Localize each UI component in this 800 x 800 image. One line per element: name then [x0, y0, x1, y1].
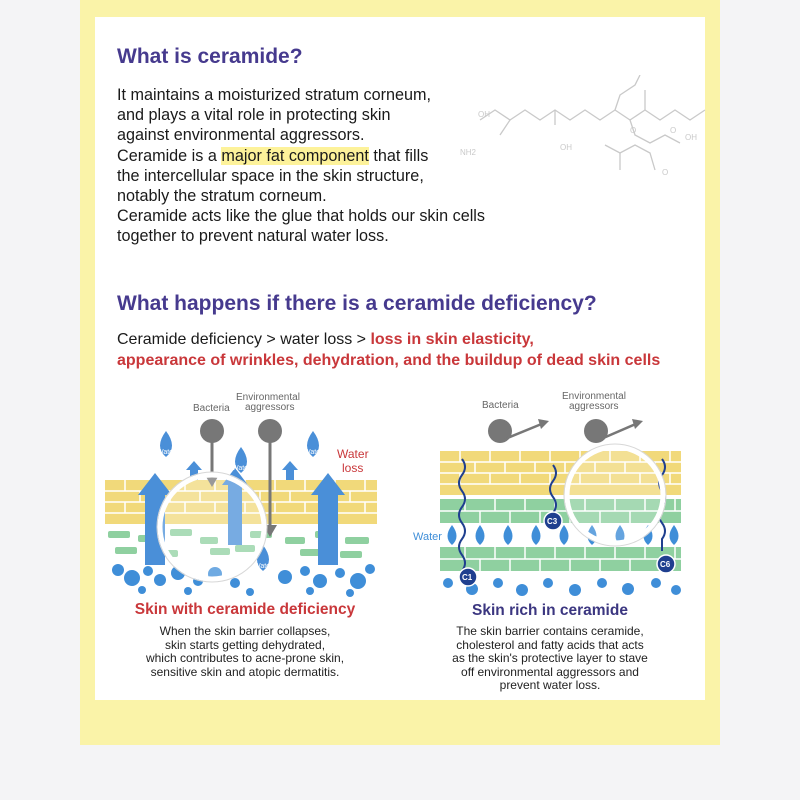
caption-line: as the skin's protective layer to stave	[452, 651, 648, 665]
badge-c1: C1	[462, 573, 473, 582]
caption-line: cholesterol and fatty acids that acts	[456, 637, 644, 652]
water-loss-label: loss	[342, 461, 364, 475]
text-line	[117, 146, 557, 166]
text-line: and plays a vital role in protecting skin	[117, 106, 391, 125]
drop-label: Water	[157, 449, 176, 456]
text-line: together to prevent natural water loss.	[117, 227, 389, 246]
magnifier-circle	[160, 475, 264, 579]
rich-caption	[420, 625, 680, 693]
env-label: Environmental	[562, 391, 626, 402]
env-label: aggressors	[569, 401, 619, 412]
rich-caption-title: Skin rich in ceramide	[472, 602, 628, 619]
effect-text: loss in skin elasticity,	[370, 331, 534, 348]
water-label: Water	[413, 531, 442, 543]
text-segment: Ceramide deficiency > water loss >	[117, 331, 371, 348]
text-line: notably the stratum corneum.	[117, 187, 327, 206]
ceramide-rich-diagram	[410, 385, 695, 600]
drop-label: Water	[232, 465, 251, 472]
water-bubbles	[443, 578, 681, 596]
drop-label: Water	[254, 563, 273, 570]
badge-c3: C3	[547, 517, 558, 526]
aggressor-spheres	[488, 419, 643, 443]
deficiency-caption-title: Skin with ceramide deficiency	[134, 601, 356, 618]
molecule-label: O	[670, 126, 677, 135]
caption-line: When the skin barrier collapses,	[159, 624, 331, 638]
caption-line: The skin barrier contains ceramide,	[456, 624, 644, 638]
molecule-label: O	[630, 126, 637, 135]
bacteria-label: Bacteria	[482, 400, 519, 411]
bacteria-label: Bacteria	[193, 403, 230, 414]
drop-label: Water	[304, 449, 323, 456]
highlighted-text: major fat component	[221, 146, 369, 165]
text-line: the intercellular space in the skin structure,	[117, 166, 424, 185]
caption-line: skin starts getting dehydrated,	[164, 637, 326, 652]
text-line: Ceramide acts like the glue that holds our skin cells	[117, 207, 485, 226]
molecule-label: OH	[478, 110, 490, 119]
caption-line: which contributes to acne-prone skin,	[145, 651, 345, 665]
section-title-deficiency: What happens if there is a ceramide deficiency?	[117, 292, 597, 315]
molecule-label: OH	[560, 143, 572, 152]
magnifier-circle	[567, 447, 663, 543]
badge-c6: C6	[660, 560, 671, 569]
ceramide-description	[117, 85, 557, 247]
env-label: Environmental	[236, 392, 300, 403]
env-label: aggressors	[245, 402, 295, 413]
molecule-label: O	[662, 168, 669, 177]
caption-line: sensitive skin and atopic dermatitis.	[150, 664, 340, 679]
text-line: against environmental aggressors.	[117, 126, 365, 145]
section-title-what-is-ceramide: What is ceramide?	[117, 45, 303, 68]
effect-text: appearance of wrinkles, dehydration, and the buildup of dead skin cells	[117, 352, 661, 369]
molecule-label: OH	[685, 133, 697, 142]
caption-line: off environmental aggressors and	[461, 664, 639, 679]
water-loss-label: Water	[337, 447, 369, 461]
deficiency-diagram	[100, 385, 390, 600]
molecule-label: NH2	[460, 148, 477, 157]
text-line: It maintains a moisturized stratum corneum,	[117, 86, 431, 104]
text-segment: that fills	[368, 146, 429, 165]
deficiency-summary	[117, 329, 717, 371]
text-segment: Ceramide is a	[117, 146, 222, 165]
text-line	[117, 329, 717, 350]
deficiency-caption	[100, 625, 390, 679]
caption-line: prevent water loss.	[499, 678, 601, 692]
